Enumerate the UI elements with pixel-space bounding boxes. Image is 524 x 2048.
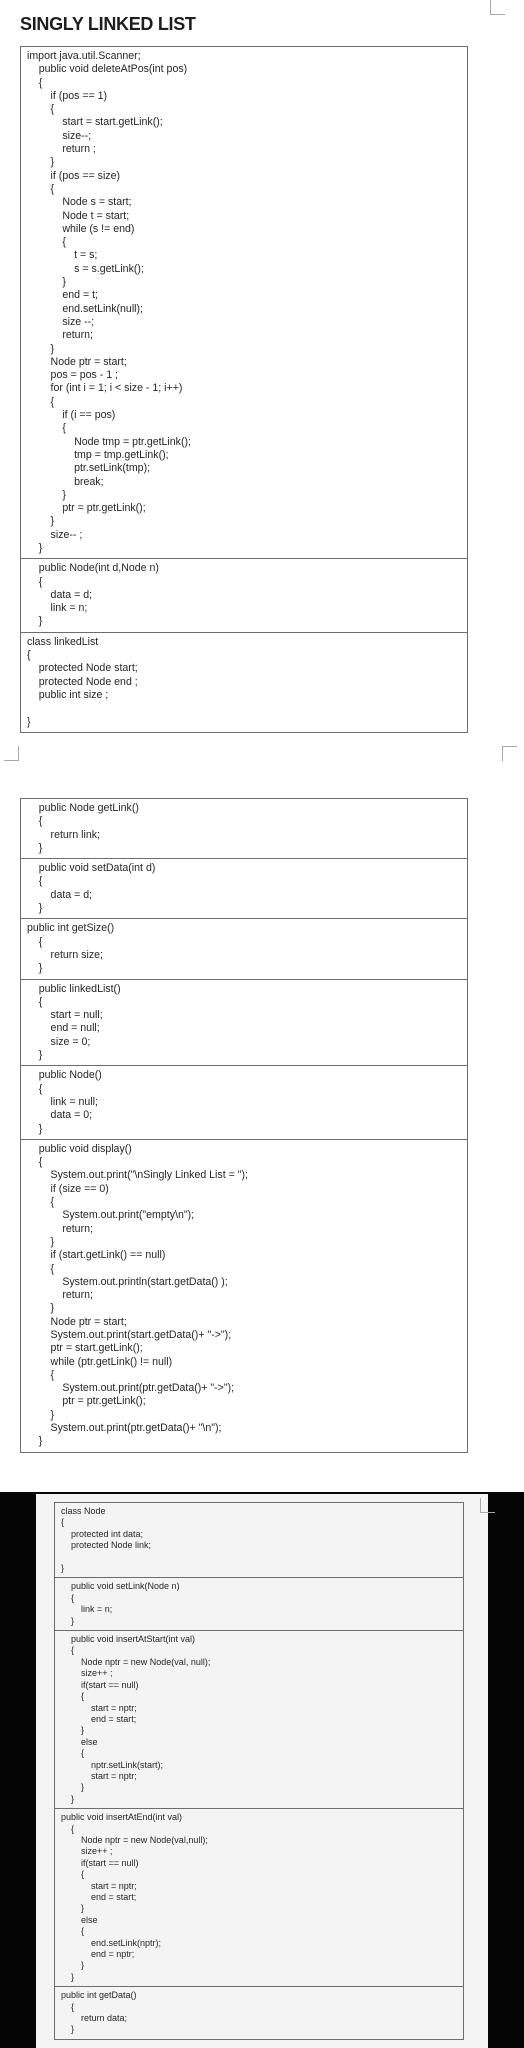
code-insertatstart: public void insertAtStart(int val) { Node nptr = new Node(val, null); size++ ; if(start == null) { start = nptr; end = start; } else { nptr.setLink(start); start = nptr; } } [71,1634,211,1804]
section-getsize [21,919,467,979]
code-node-class: class Node { protected int data; protected Node link; } [61,1506,152,1574]
code-getsize: public int getSize() { return size; } [27,922,115,975]
code-deleteatpos: import java.util.Scanner; public void deleteAtPos(int pos) { if (pos == 1) { start = start.getLink(); size--; return ; } if (pos == size) { Node s = start; Node t = start; while (s != end) { t = s; s = s.getLink(); } end = t; end.setLink(null); size --; return; } Node ptr = start; pos = pos - 1 ; for (int i = 1; i < size - 1; i++) { if (i == pos) { Node tmp = ptr.getLink(); tmp = tmp.getLink(); ptr.setLink(tmp); break; } ptr = ptr.getLink(); } size-- ; } [27,50,191,554]
crop-mark-top-right [490,0,505,15]
section-node-constructor [21,559,467,632]
crop-mark-bottom-left [4,746,19,761]
page-1 [0,0,524,760]
code-linkedlist-class: class linkedList { protected Node start; protected Node end ; public int size ; } [27,635,138,728]
section-deleteatpos [21,47,467,559]
code-getlink: public Node getLink() { return link; } [38,802,139,854]
section-insertatend [55,1809,463,1987]
document-title: SINGLY LINKED LIST [20,14,196,34]
page-3 [36,1494,488,2048]
section-getdata [55,1987,463,2039]
code-setlink: public void setLink(Node n) { link = n; } [71,1581,180,1626]
code-linkedlist-constructor: public linkedList() { start = null; end = null; size = 0; } [38,982,121,1062]
code-box-page-3 [54,1502,464,2040]
code-box-page-1 [20,46,468,733]
crop-mark-bottom-right [502,746,517,761]
section-linkedlist-class [21,633,467,732]
code-node-constructor: public Node(int d,Node n) { data = d; link = n; } [38,562,159,628]
page-2 [0,780,524,1480]
code-insertatend: public void insertAtEnd(int val) { Node nptr = new Node(val,null); size++ ; if(start == null) { start = nptr; end = start; } else { end.setLink(nptr); end = nptr; } } [61,1812,208,1982]
code-node-default-constructor: public Node() { link = null; data = 0; } [38,1069,102,1135]
code-setdata: public void setData(int d) { data = d; } [38,862,156,915]
crop-mark-page-3 [480,1498,495,1513]
section-insertatstart [55,1631,463,1809]
section-node-default-constructor [21,1066,467,1139]
code-box-page-2 [20,798,468,1453]
section-node-class [55,1503,463,1578]
code-display: public void display() { System.out.print("\nSingly Linked List = "); if (size == 0) { System.out.print("empty\n"); return; } if (start.getLink() == null) { System.out.println(start.getData() ); return; } Node ptr = start; System.out.print(start.getData()+ "->"); ptr = start.getLink(); while (ptr.getLink() != null) { System.out.print(ptr.getData()+ "->"); ptr = ptr.getLink(); } System.out.print(ptr.getData()+ "\n"); } [38,1142,248,1448]
section-setdata [21,859,467,919]
section-linkedlist-constructor [21,980,467,1067]
section-setlink [55,1578,463,1631]
section-getlink [21,799,467,859]
code-getdata: public int getData() { return data; } [61,1990,137,2035]
section-display [21,1140,467,1452]
